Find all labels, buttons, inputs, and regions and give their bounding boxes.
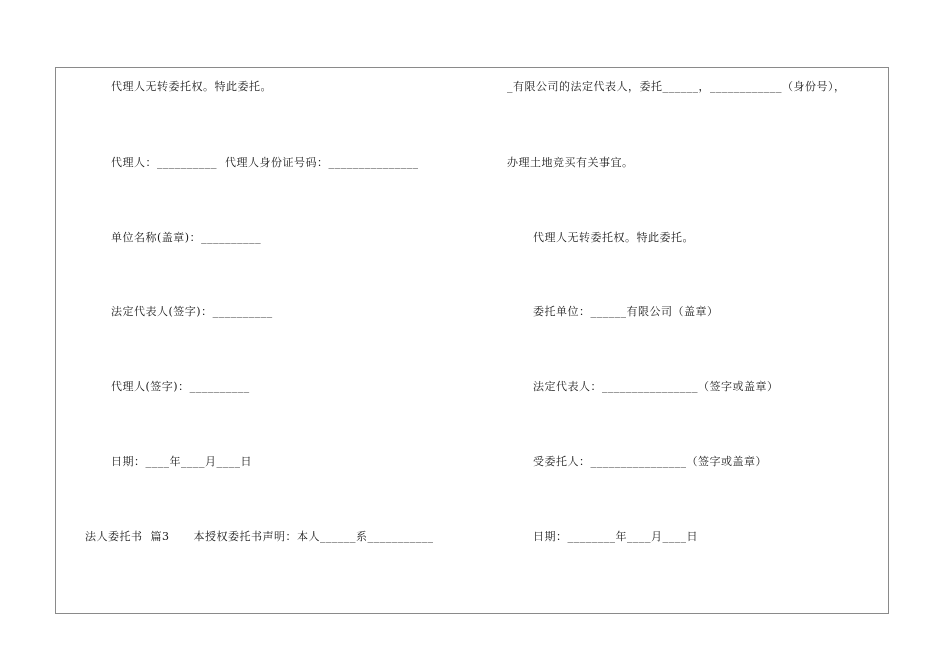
right-date-line: 日期：________年____月____日 [533, 530, 698, 543]
right-principal-unit-line: 委托单位：______有限公司（盖章） [533, 305, 719, 318]
left-legal-rep-signature-line: 法定代表人(签字)：__________ [111, 305, 273, 318]
right-legal-rep-statement-line: _有限公司的法定代表人，委托______，____________（身份号）， [507, 80, 846, 93]
right-legal-rep-signature-line: 法定代表人：________________（签字或盖章） [533, 380, 779, 393]
left-agent-signature-line: 代理人(签字)：__________ [111, 380, 250, 393]
section-heading-power-of-attorney-3: 法人委托书 篇3 本授权委托书声明：本人______系___________ [85, 530, 434, 543]
right-no-subdelegation-text: 代理人无转委托权。特此委托。 [533, 231, 694, 244]
left-unit-name-line: 单位名称(盖章)：__________ [111, 231, 262, 244]
right-trustee-signature-line: 受委托人：________________（签字或盖章） [533, 455, 767, 468]
right-land-bidding-matter-line: 办理土地竞买有关事宜。 [507, 156, 634, 169]
left-agent-id-line: 代理人：__________ 代理人身份证号码：_______________ [111, 156, 419, 169]
left-date-line: 日期：____年____月____日 [111, 455, 252, 468]
left-no-subdelegation-text: 代理人无转委托权。特此委托。 [111, 80, 272, 93]
